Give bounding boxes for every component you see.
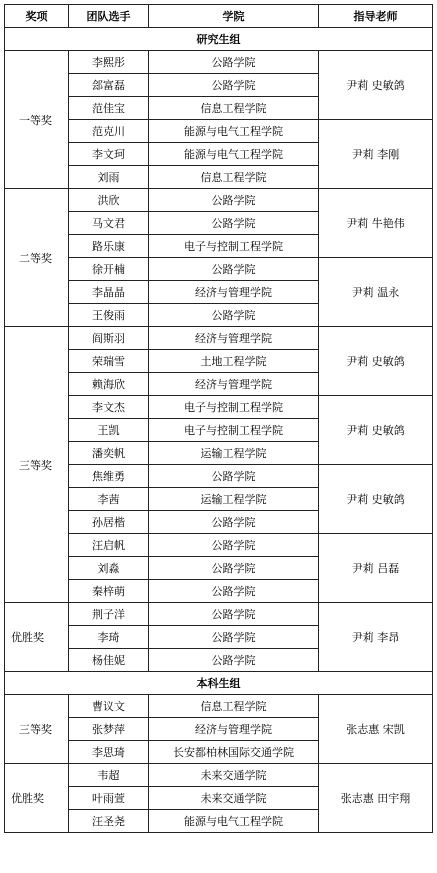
header-college: 学院 bbox=[149, 5, 319, 28]
table-row bbox=[5, 51, 433, 74]
team-member-name: 刘雨 bbox=[69, 166, 149, 189]
college-name: 能源与电气工程学院 bbox=[149, 143, 319, 166]
college-name: 长安都柏林国际交通学院 bbox=[149, 741, 319, 764]
team-member-name: 杨佳妮 bbox=[69, 649, 149, 672]
header-advisor: 指导老师 bbox=[319, 5, 433, 28]
section-row bbox=[5, 672, 433, 695]
award-level: 二等奖 bbox=[5, 189, 69, 327]
table-row bbox=[5, 396, 433, 419]
team-member-name: 洪欣 bbox=[69, 189, 149, 212]
table-row bbox=[5, 258, 433, 281]
award-level: 三等奖 bbox=[5, 327, 69, 603]
header-row bbox=[5, 5, 433, 28]
advisor-names: 张志惠 田宇翔 bbox=[319, 764, 433, 833]
advisor-names: 尹莉 史敏鸽 bbox=[319, 327, 433, 396]
college-name: 能源与电气工程学院 bbox=[149, 120, 319, 143]
table-row bbox=[5, 327, 433, 350]
table-row bbox=[5, 120, 433, 143]
award-level: 三等奖 bbox=[5, 695, 69, 764]
team-member-name: 李文珂 bbox=[69, 143, 149, 166]
college-name: 信息工程学院 bbox=[149, 166, 319, 189]
team-member-name: 王凯 bbox=[69, 419, 149, 442]
college-name: 电子与控制工程学院 bbox=[149, 235, 319, 258]
advisor-names: 尹莉 吕磊 bbox=[319, 534, 433, 603]
college-name: 信息工程学院 bbox=[149, 695, 319, 718]
team-member-name: 焦维勇 bbox=[69, 465, 149, 488]
team-member-name: 范克川 bbox=[69, 120, 149, 143]
award-level: 优胜奖 bbox=[5, 764, 69, 833]
team-member-name: 徐开楠 bbox=[69, 258, 149, 281]
table-row bbox=[5, 603, 433, 626]
college-name: 公路学院 bbox=[149, 212, 319, 235]
team-member-name: 李思琦 bbox=[69, 741, 149, 764]
header-award: 奖项 bbox=[5, 5, 69, 28]
college-name: 公路学院 bbox=[149, 580, 319, 603]
college-name: 未来交通学院 bbox=[149, 787, 319, 810]
college-name: 公路学院 bbox=[149, 304, 319, 327]
advisor-names: 尹莉 李刚 bbox=[319, 120, 433, 189]
college-name: 公路学院 bbox=[149, 189, 319, 212]
college-name: 经济与管理学院 bbox=[149, 373, 319, 396]
section-title: 本科生组 bbox=[5, 672, 433, 695]
advisor-names: 尹莉 史敏鸽 bbox=[319, 51, 433, 120]
table-row bbox=[5, 764, 433, 787]
team-member-name: 汪圣尧 bbox=[69, 810, 149, 833]
team-member-name: 李文杰 bbox=[69, 396, 149, 419]
team-member-name: 汪启帆 bbox=[69, 534, 149, 557]
team-member-name: 马文君 bbox=[69, 212, 149, 235]
college-name: 未来交通学院 bbox=[149, 764, 319, 787]
college-name: 土地工程学院 bbox=[149, 350, 319, 373]
advisor-names: 尹莉 史敏鸽 bbox=[319, 396, 433, 465]
table-row bbox=[5, 695, 433, 718]
table-row bbox=[5, 534, 433, 557]
team-member-name: 荆子洋 bbox=[69, 603, 149, 626]
team-member-name: 赖海欣 bbox=[69, 373, 149, 396]
college-name: 能源与电气工程学院 bbox=[149, 810, 319, 833]
table-row bbox=[5, 465, 433, 488]
college-name: 经济与管理学院 bbox=[149, 281, 319, 304]
team-member-name: 李茜 bbox=[69, 488, 149, 511]
advisor-names: 尹莉 李昂 bbox=[319, 603, 433, 672]
team-member-name: 张梦萍 bbox=[69, 718, 149, 741]
team-member-name: 路乐康 bbox=[69, 235, 149, 258]
team-member-name: 王俊雨 bbox=[69, 304, 149, 327]
section-row bbox=[5, 28, 433, 51]
college-name: 公路学院 bbox=[149, 649, 319, 672]
team-member-name: 荣瑞雪 bbox=[69, 350, 149, 373]
college-name: 电子与控制工程学院 bbox=[149, 419, 319, 442]
advisor-names: 尹莉 史敏鸽 bbox=[319, 465, 433, 534]
award-level: 优胜奖 bbox=[5, 603, 69, 672]
awards-table bbox=[4, 4, 433, 833]
college-name: 运输工程学院 bbox=[149, 442, 319, 465]
team-member-name: 李晶晶 bbox=[69, 281, 149, 304]
table-body bbox=[5, 28, 433, 833]
team-member-name: 叶雨萱 bbox=[69, 787, 149, 810]
college-name: 公路学院 bbox=[149, 465, 319, 488]
advisor-names: 尹莉 温永 bbox=[319, 258, 433, 327]
table-row bbox=[5, 189, 433, 212]
team-member-name: 阎斯羽 bbox=[69, 327, 149, 350]
college-name: 经济与管理学院 bbox=[149, 327, 319, 350]
team-member-name: 曹议文 bbox=[69, 695, 149, 718]
team-member-name: 孙居楷 bbox=[69, 511, 149, 534]
team-member-name: 李琦 bbox=[69, 626, 149, 649]
college-name: 运输工程学院 bbox=[149, 488, 319, 511]
college-name: 电子与控制工程学院 bbox=[149, 396, 319, 419]
team-member-name: 秦梓萌 bbox=[69, 580, 149, 603]
college-name: 公路学院 bbox=[149, 51, 319, 74]
team-member-name: 郐富磊 bbox=[69, 74, 149, 97]
team-member-name: 李熙彤 bbox=[69, 51, 149, 74]
college-name: 公路学院 bbox=[149, 626, 319, 649]
college-name: 公路学院 bbox=[149, 74, 319, 97]
header-team: 团队选手 bbox=[69, 5, 149, 28]
advisor-names: 张志惠 宋凯 bbox=[319, 695, 433, 764]
college-name: 信息工程学院 bbox=[149, 97, 319, 120]
section-title: 研究生组 bbox=[5, 28, 433, 51]
team-member-name: 范佳宝 bbox=[69, 97, 149, 120]
team-member-name: 韦超 bbox=[69, 764, 149, 787]
advisor-names: 尹莉 牛艳伟 bbox=[319, 189, 433, 258]
college-name: 公路学院 bbox=[149, 258, 319, 281]
college-name: 公路学院 bbox=[149, 511, 319, 534]
college-name: 公路学院 bbox=[149, 603, 319, 626]
award-level: 一等奖 bbox=[5, 51, 69, 189]
college-name: 公路学院 bbox=[149, 557, 319, 580]
team-member-name: 潘奕帆 bbox=[69, 442, 149, 465]
college-name: 公路学院 bbox=[149, 534, 319, 557]
college-name: 经济与管理学院 bbox=[149, 718, 319, 741]
team-member-name: 刘淼 bbox=[69, 557, 149, 580]
